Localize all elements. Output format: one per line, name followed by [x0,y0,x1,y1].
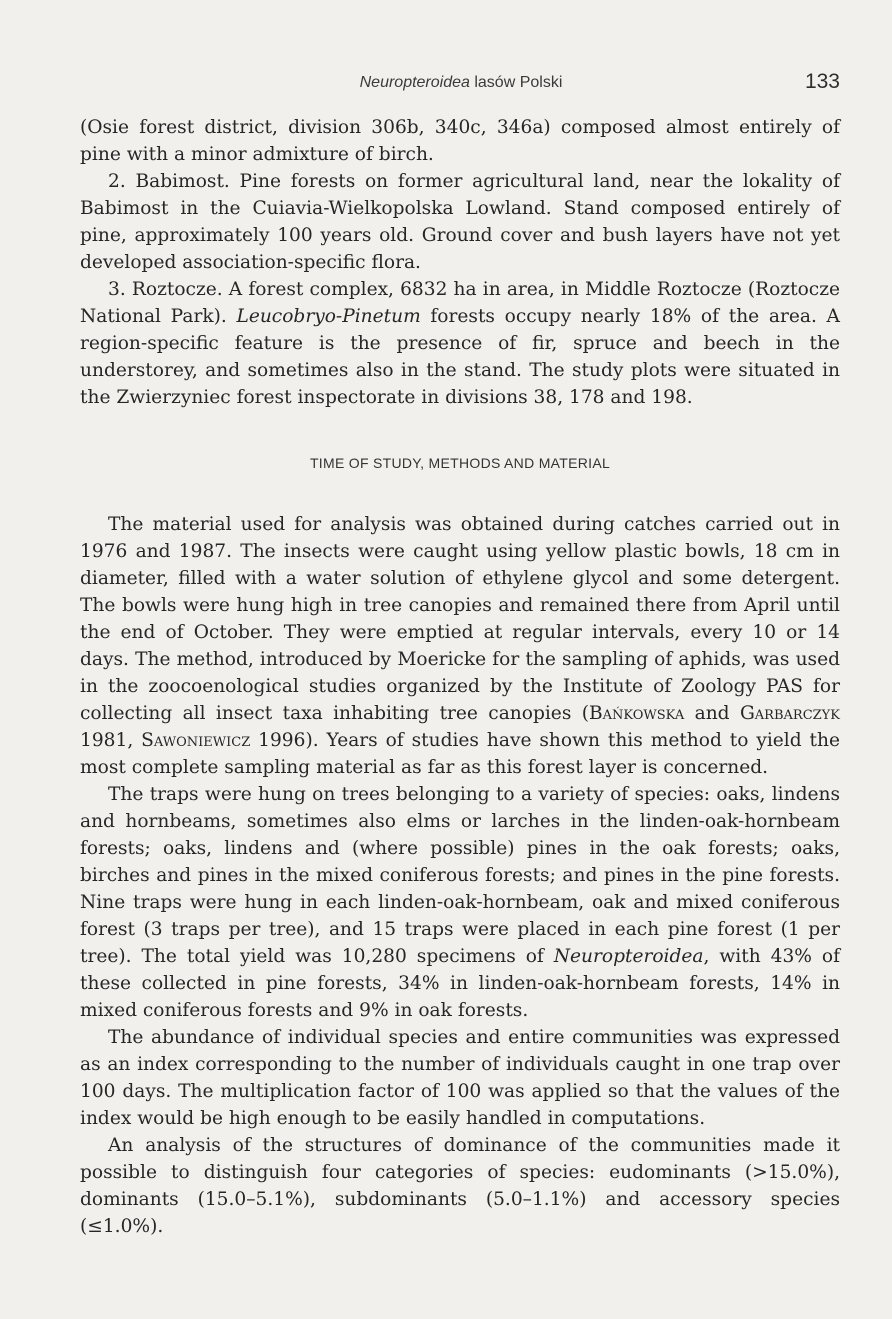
text-run: 1996). Years of studies have shown this method to yield the most complete sampling material as far as this forest layer is concerned. [80,730,840,778]
author-name: Garbarczyk [739,703,840,724]
page-number: 133 [804,70,840,93]
text-run: 1981, [80,730,142,751]
section-methods [80,511,840,1240]
italic-term: Leucobryo-Pinetum [236,306,421,327]
author-name: Sawoniewicz [141,730,251,751]
page-body [80,114,840,1240]
paragraph [80,114,840,168]
paragraph [80,168,840,276]
paragraph [80,781,840,1024]
italic-term: Neuropteroidea [553,946,704,967]
running-title-rest: lasów Polski [469,74,563,91]
text-run: and [684,703,740,724]
text-run: , with 43% of these collected in pine forests, 34% in linden-oak-hornbeam forests, 14% in mixed coniferous forests and 9% in oak forests. [80,946,841,1021]
section-heading: TIME OF STUDY, METHODS AND MATERIAL [309,455,611,471]
text-run: 2. Babimost. Pine forests on former agricultural land, near the lokality of Babimost in the Cuiavia-Wielkopolska Lowland. Stand composed entirely of pine, approximately 100 years old. Ground cover and bush layers have not yet developed association-specific flora. [80,171,840,273]
text-run: forests occupy nearly 18% of the area. A region-specific feature is the presence of fir, spruce and beech in the understorey, and sometimes also in the stand. The study plots were situated in the Zwierzyniec forest inspectorate in divisions 38, 178 and 198. [80,306,840,408]
text-run: An analysis of the structures of dominance of the communities made it possible to distinguish four categories of species: eudominants (>15.0%), dominants (15.0–5.1%), subdominants (5.0–1.1%) and accessory species (≤1.0%). [80,1135,840,1237]
running-title-italic: Neuropteroidea [359,74,470,91]
paragraph [80,1132,840,1240]
paragraph [80,1024,840,1132]
paragraph [80,511,840,781]
text-run: 3. Roztocze. A forest complex, 6832 ha in area, in Middle Roztocze (Roztocze National Park). [80,279,840,327]
author-name: Bańkowska [588,703,685,724]
text-run: The traps were hung on trees belonging to a variety of species: oaks, lindens and hornbeams, sometimes also elms or larches in the linden-oak-hornbeam forests; oaks, lindens and (where possible) pines in the oak forests; oaks, birches and pines in the mixed coniferous forests; and pines in the pine forests. Nine traps were hung in each linden-oak-hornbeam, oak and mixed coniferous forest (3 traps per tree), and 15 traps were placed in each pine forest (1 per tree). The total yield was 10,280 specimens of [80,784,840,967]
running-title [80,74,842,92]
page-header [80,70,842,100]
section-sites [80,114,840,411]
text-run: (Osie forest district, division 306b, 340c, 346a) composed almost entirely of pine with a minor admixture of birch. [80,117,840,165]
paragraph [80,276,840,411]
text-run: The material used for analysis was obtained during catches carried out in 1976 and 1987. The insects were caught using yellow plastic bowls, 18 cm in diameter, filled with a water solution of ethylene glycol and some detergent. The bowls were hung high in tree canopies and remained there from April until the end of October. They were emptied at regular intervals, every 10 or 14 days. The method, introduced by Moericke for the sampling of aphids, was used in the zoocoenological studies organized by the Institute of Zoology PAS for collecting all insect taxa inhabiting tree canopies ( [80,514,840,724]
text-run: The abundance of individual species and entire communities was expressed as an index corresponding to the number of individuals caught in one trap over 100 days. The multiplication factor of 100 was applied so that the values of the index would be high enough to be easily handled in computations. [80,1027,840,1129]
